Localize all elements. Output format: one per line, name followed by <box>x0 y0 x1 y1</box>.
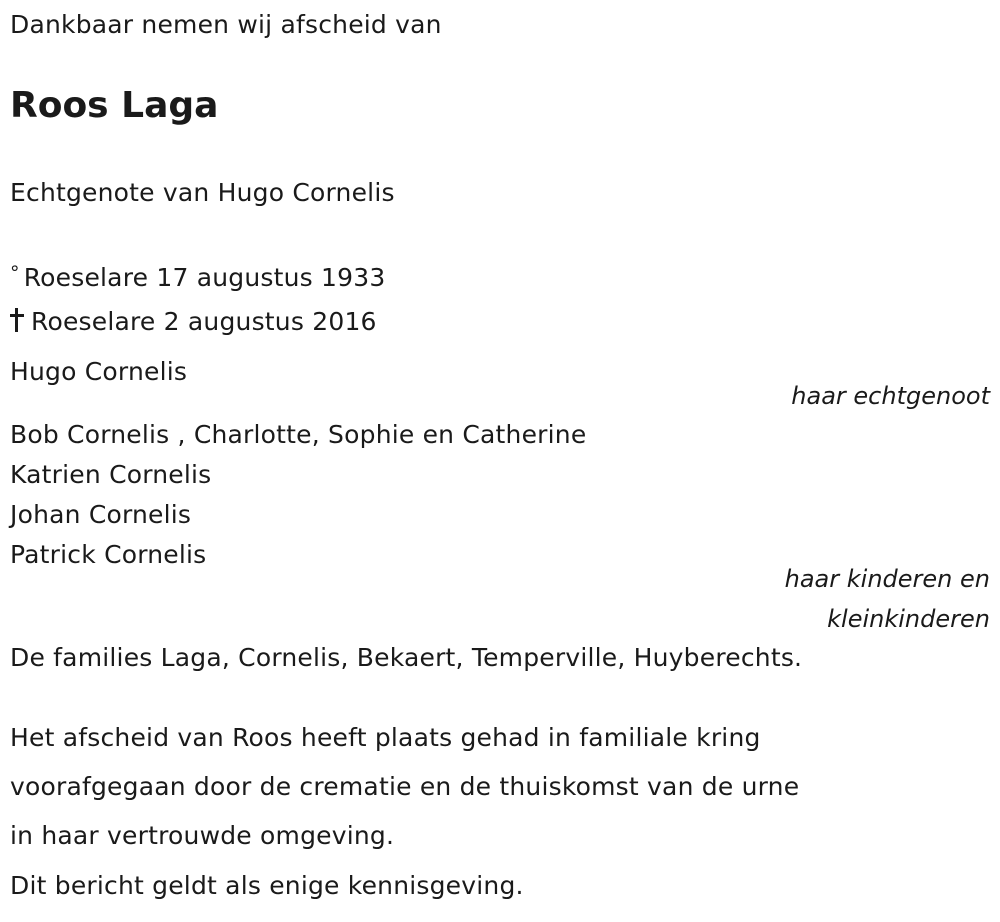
spouse-relation: haar echtgenoot <box>791 382 990 410</box>
birth-line <box>10 257 385 294</box>
child-line: Johan Cornelis <box>10 500 192 529</box>
children-relation-line2: kleinkinderen <box>827 605 990 633</box>
closing-line: in haar vertrouwde omgeving. <box>10 821 395 850</box>
birth-symbol: ° <box>10 262 20 284</box>
child-line: Patrick Cornelis <box>10 540 207 569</box>
child-line: Katrien Cornelis <box>10 460 212 489</box>
families-line: De families Laga, Cornelis, Bekaert, Temperville, Huyberechts. <box>10 643 803 672</box>
children-relation-line1: haar kinderen en <box>784 565 990 593</box>
deceased-name: Roos Laga <box>10 85 219 126</box>
spouse-name: Hugo Cornelis <box>10 357 188 386</box>
closing-line: Dit bericht geldt als enige kennisgeving. <box>10 871 524 900</box>
intro-text: Dankbaar nemen wij afscheid van <box>10 10 442 39</box>
closing-line: voorafgegaan door de crematie en de thuiskomst van de urne <box>10 772 800 801</box>
closing-line: Het afscheid van Roos heeft plaats gehad in familiale kring <box>10 723 761 752</box>
child-line: Bob Cornelis , Charlotte, Sophie en Catherine <box>10 420 587 449</box>
death-line <box>10 306 377 338</box>
spouse-line: Echtgenote van Hugo Cornelis <box>10 178 395 207</box>
death-text: Roeselare 2 augustus 2016 <box>31 307 377 336</box>
cross-icon <box>10 308 24 332</box>
birth-text: Roeselare 17 augustus 1933 <box>23 263 386 292</box>
